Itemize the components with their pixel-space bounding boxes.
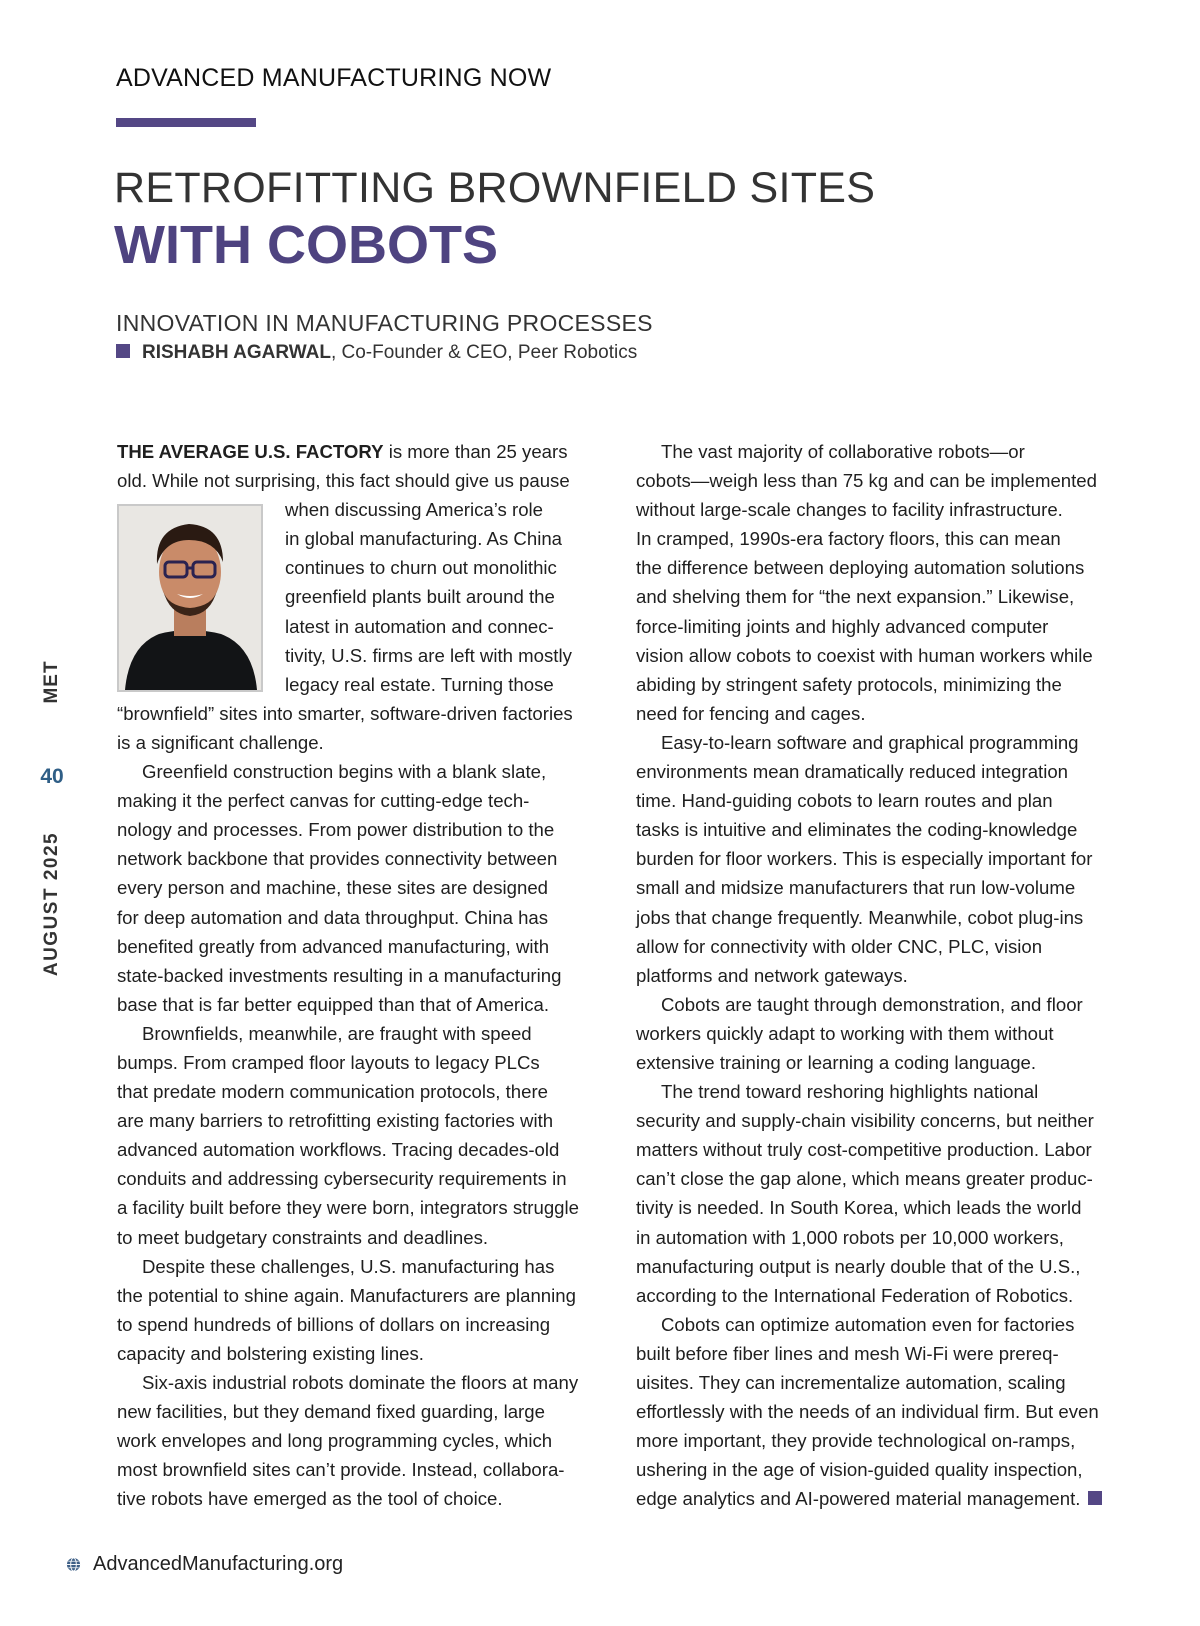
article-line: ushering in the age of vision-guided quality inspection, xyxy=(636,1459,1083,1481)
article-line: in automation with 1,000 robots per 10,000 workers, xyxy=(636,1226,1064,1248)
article-line: uisites. They can incrementalize automation, scaling xyxy=(636,1372,1066,1393)
article-line: vision allow cobots to coexist with human workers while xyxy=(636,644,1093,666)
section-label: ADVANCED MANUFACTURING NOW xyxy=(116,64,552,92)
article-line: in global manufacturing. As China xyxy=(285,528,563,550)
article-line: state-backed investments resulting in a manufacturing xyxy=(117,964,562,986)
article-line: according to the International Federation of Robotics. xyxy=(636,1284,1074,1306)
article-line: every person and machine, these sites are designed xyxy=(117,877,549,899)
article-line: that predate modern communication protocols, there xyxy=(117,1081,548,1103)
article-line: matters without truly cost-competitive production. Labor xyxy=(636,1139,1092,1161)
article-line: The vast majority of collaborative robots—or xyxy=(661,441,1025,462)
article-line: burden for floor workers. This is especially important for xyxy=(636,848,1093,870)
article-line: need for fencing and cages. xyxy=(636,702,866,724)
article-line: network backbone that provides connectivity between xyxy=(117,848,558,870)
article-line: tasks is intuitive and eliminates the coding-knowledge xyxy=(636,819,1078,841)
article-line: greenfield plants built around the xyxy=(285,586,555,608)
issue-date: AUGUST 2025 xyxy=(41,831,62,977)
article-line: is more than 25 years xyxy=(383,441,568,462)
article-line xyxy=(636,1488,1102,1509)
article-column-right xyxy=(636,437,1138,1513)
article-line: The trend toward reshoring highlights national xyxy=(661,1081,1039,1103)
article-line: Brownfields, meanwhile, are fraught with speed xyxy=(142,1022,532,1044)
article-line: to meet budgetary constraints and deadlines. xyxy=(117,1226,489,1248)
article-line: built before fiber lines and mesh Wi-Fi were prereq- xyxy=(636,1342,1059,1364)
byline xyxy=(116,342,637,364)
section-accent-bar xyxy=(116,118,256,127)
article-line xyxy=(117,441,568,462)
article-line: advanced automation workflows. Tracing decades-old xyxy=(117,1139,560,1161)
kicker: INNOVATION IN MANUFACTURING PROCESSES xyxy=(116,310,653,336)
footer xyxy=(66,1553,343,1578)
article-line: small and midsize manufacturers that run low-volume xyxy=(636,877,1076,899)
article-line: the difference between deploying automation solutions xyxy=(636,557,1085,579)
article-line: capacity and bolstering existing lines. xyxy=(117,1342,424,1364)
globe-icon xyxy=(66,1555,81,1578)
article-line: when discussing America’s role xyxy=(285,499,544,521)
article-line: tivity, U.S. firms are left with mostly xyxy=(285,644,572,666)
article-line: bumps. From cramped floor layouts to legacy PLCs xyxy=(117,1051,540,1073)
article-line: continues to churn out monolithic xyxy=(285,557,557,579)
article-line: allow for connectivity with older CNC, PLC, vision xyxy=(636,935,1043,957)
page-number: 40 xyxy=(40,765,64,788)
article-line: Greenfield construction begins with a blank slate, xyxy=(142,761,547,783)
article-line-last: edge analytics and AI-powered material management. xyxy=(636,1488,1081,1510)
byline-square-icon xyxy=(116,344,130,358)
footer-url[interactable]: AdvancedManufacturing.org xyxy=(93,1553,344,1575)
article-line: legacy real estate. Turning those xyxy=(285,673,554,695)
article-line: effortlessly with the needs of an individual firm. But even xyxy=(636,1401,1099,1423)
article-line: environments mean dramatically reduced integration xyxy=(636,761,1069,783)
article-line: old. While not surprising, this fact should give us pause xyxy=(117,470,570,492)
article-line: In cramped, 1990s-era factory floors, this can mean xyxy=(636,528,1061,550)
article-line: making it the perfect canvas for cutting-edge tech- xyxy=(117,790,530,812)
article-line: can’t close the gap alone, which means greater produc- xyxy=(636,1168,1093,1190)
end-mark-icon xyxy=(1088,1491,1102,1505)
article-line: benefited greatly from advanced manufacturing, with xyxy=(117,935,550,957)
article-line: most brownfield sites can’t provide. Instead, collabora- xyxy=(117,1459,565,1481)
article-line: tivity is needed. In South Korea, which leads the world xyxy=(636,1197,1082,1219)
article-line: Easy-to-learn software and graphical programming xyxy=(661,731,1079,753)
article-line: time. Hand-guiding cobots to learn routes and plan xyxy=(636,790,1053,812)
article-line: more important, they provide technological on-ramps, xyxy=(636,1430,1076,1452)
article-line: cobots—weigh less than 75 kg and can be implemented xyxy=(636,470,1097,492)
article-line: a facility built before they were born, integrators struggle xyxy=(117,1197,579,1219)
article-line: are many barriers to retrofitting existing factories with xyxy=(117,1110,554,1132)
article-lead: THE AVERAGE U.S. FACTORY xyxy=(117,441,384,462)
article-line: and shelving them for “the next expansion.” Likewise, xyxy=(636,586,1075,608)
article-line: is a significant challenge. xyxy=(117,731,324,753)
article-line: security and supply-chain visibility concerns, but neither xyxy=(636,1110,1094,1132)
article-line: jobs that change frequently. Meanwhile, cobot plug-ins xyxy=(636,906,1084,928)
article-line: Six-axis industrial robots dominate the floors at many xyxy=(142,1372,579,1393)
headline-line-2: WITH COBOTS xyxy=(114,215,498,275)
article-line: Cobots are taught through demonstration, and floor xyxy=(661,993,1083,1015)
headline-line-1: RETROFITTING BROWNFIELD SITES xyxy=(114,164,876,212)
author-name: RISHABH AGARWAL xyxy=(142,342,331,363)
article-column-left xyxy=(117,437,604,1513)
article-line: “brownfield” sites into smarter, software-driven factories xyxy=(117,702,573,724)
article-line: abiding by stringent safety protocols, minimizing the xyxy=(636,673,1062,695)
article-line: nology and processes. From power distribution to the xyxy=(117,819,555,841)
article-line: conduits and addressing cybersecurity requirements in xyxy=(117,1168,567,1190)
article-line: new facilities, but they demand fixed guarding, large xyxy=(117,1401,545,1423)
article-line: to spend hundreds of billions of dollars on increasing xyxy=(117,1313,551,1335)
article-line: without large-scale changes to facility infrastructure. xyxy=(636,499,1063,521)
article-line: tive robots have emerged as the tool of choice. xyxy=(117,1488,503,1510)
article-line: Cobots can optimize automation even for factories xyxy=(661,1313,1075,1335)
article-line: Despite these challenges, U.S. manufacturing has xyxy=(142,1255,555,1277)
article-line: workers quickly adapt to working with them without xyxy=(636,1022,1054,1044)
magazine-label: MET xyxy=(41,660,62,704)
article-line: latest in automation and connec- xyxy=(285,615,554,637)
article-line: base that is far better equipped than that of America. xyxy=(117,993,550,1015)
article-line: manufacturing output is nearly double that of the U.S., xyxy=(636,1255,1081,1277)
article-line: for deep automation and data throughput. China has xyxy=(117,906,549,928)
author-title: , Co-Founder & CEO, Peer Robotics xyxy=(330,342,638,363)
article-line: force-limiting joints and highly advanced computer xyxy=(636,615,1049,637)
article-line: platforms and network gateways. xyxy=(636,964,908,986)
article-line: the potential to shine again. Manufacturers are planning xyxy=(117,1284,576,1306)
article-line: extensive training or learning a coding language. xyxy=(636,1051,1037,1073)
article-line: work envelopes and long programming cycles, which xyxy=(117,1430,553,1452)
